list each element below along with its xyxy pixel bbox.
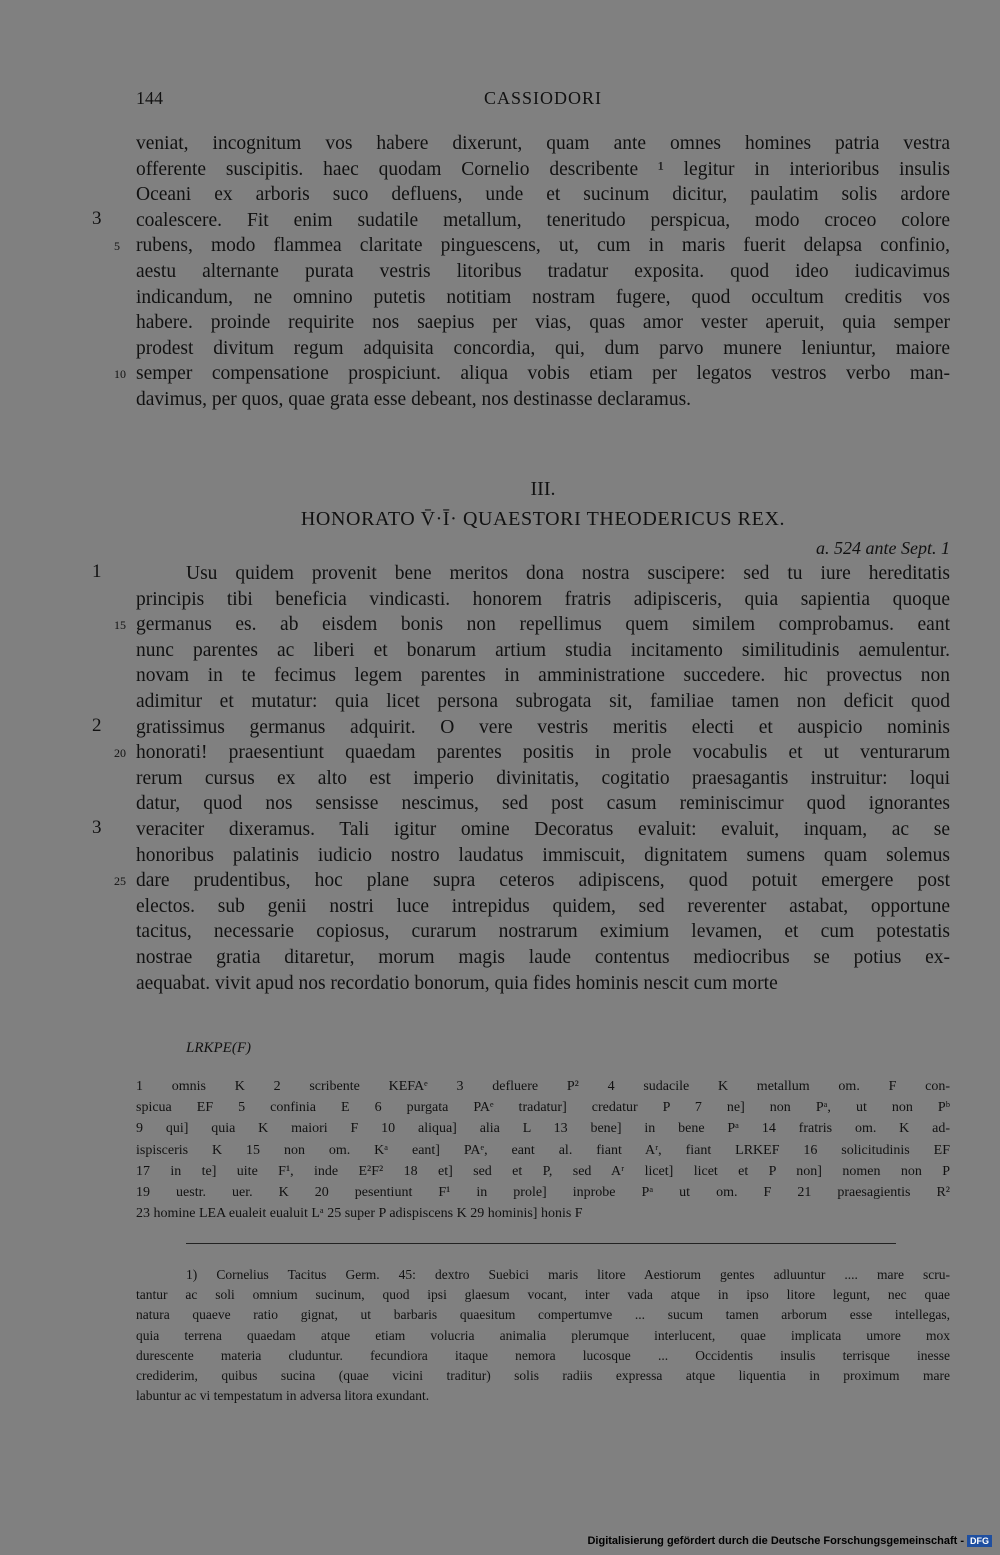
top-text-block — [92, 131, 950, 413]
body-text-block — [92, 561, 950, 996]
footnote-line: labuntur ac vi tempestatum in adversa litora exundant. — [136, 1388, 430, 1404]
text-line: veraciter dixeramus. Tali igitur omine Decoratus evaluit: evaluit, inquam, ac se — [136, 818, 950, 840]
footnote-line: crediderim, quibus sucina (quae vicini traditur) solis radiis expressa atque liquentia in proximum mare — [136, 1367, 950, 1383]
page-number: 144 — [136, 88, 163, 108]
running-title: CASSIODORI — [483, 88, 603, 108]
critical-apparatus — [136, 1076, 950, 1224]
line-number: 10 — [114, 367, 126, 382]
text-line: Oceani ex arboris suco defluens, unde et sucinum dicitur, paulatim solis ardore — [136, 184, 950, 206]
footnote-line: quia terrena quaedam atque etiam volucria animalia plerumque interlucent, quae implicata umore mox — [136, 1327, 950, 1343]
page-header — [136, 88, 950, 114]
apparatus-line: 9 qui] quia K maiori F 10 aliqua] alia L 13 bene] in bene Pᵃ 14 fratris om. K ad- — [136, 1121, 950, 1137]
footnote-line: tantur ac soli omnium sucinum, quod ipsi glaesum vocant, inter vada atque in ipso litore legunt, nec quae — [136, 1287, 950, 1303]
section-marker: 3 — [92, 207, 102, 229]
text-line: datur, quod nos sensisse nescimus, sed post casum reminiscimur quod ignorantes — [136, 793, 950, 815]
text-line: aestu alternante purata vestris litoribus tradatur exposita. quod ideo iudicavimus — [136, 260, 950, 282]
text-line: aequabat. vivit apud nos recordatio bonorum, quia fides hominis nescit cum morte — [136, 972, 778, 994]
footer-text: Digitalisierung gefördert durch die Deutsche Forschungsgemeinschaft - — [587, 1535, 964, 1547]
line-number: 15 — [114, 618, 126, 633]
text-line: gratissimus germanus adquirit. O vere vestris meritis electi et auspicio nominis — [136, 716, 950, 738]
digitization-footer — [587, 1533, 992, 1549]
section-title: HONORATO V̄·Ī· QUAESTORI THEODERICUS REX. — [300, 508, 786, 530]
line-number: 5 — [114, 239, 120, 254]
section-marker: 2 — [92, 714, 102, 736]
apparatus-line: 17 in te] uite F¹, inde E²F² 18 et] sed et P, sed Aʳ licet] licet et P non] nomen non P — [136, 1163, 950, 1179]
dfg-logo: DFG — [967, 1535, 992, 1547]
text-line: germanus es. ab eisdem bonis non repellimus quem similem comprobamus. eant — [136, 614, 950, 636]
text-line: rubens, modo flammea claritate pinguescens, ut, cum in maris fuerit delapsa confinio, — [136, 235, 950, 257]
section-marker: 3 — [92, 817, 102, 838]
text-line: nunc parentes ac liberi et bonarum artium studia incitamento similitudinis aemulentur. — [136, 639, 950, 661]
footnote-rule — [186, 1243, 896, 1244]
text-line: semper compensatione prospiciunt. aliqua vobis etiam per legatos vestros verbo man- — [136, 363, 950, 385]
text-line: electos. sub genii nostri luce intrepidus quidem, sed reverenter astabat, opportune — [136, 895, 950, 917]
text-line: offerente suscipitis. haec quodam Cornelio describente ¹ legitur in interioribus insulis — [136, 158, 950, 180]
text-line: novam in te fecimus legem parentes in amministratione succedere. hic provectus non — [136, 665, 950, 687]
text-line: prodest divitum regum adquisita concordia, qui, dum parvo munere leniuntur, maiore — [136, 337, 950, 359]
text-line: davimus, per quos, quae grata esse debeant, nos destinasse declaramus. — [136, 388, 692, 410]
line-number: 20 — [114, 746, 126, 761]
section-marker: 1 — [92, 561, 102, 582]
apparatus-line: 23 homine LEA eualeit eualuit Lᵃ 25 super P adispiscens K 29 hominis] honis F — [136, 1206, 583, 1222]
text-line: principis tibi beneficia vindicasti. honorem fratris adipisceris, quia sapientia quoque — [136, 588, 950, 610]
section-date: a. 524 ante Sept. 1 — [816, 538, 950, 558]
text-line: habere. proinde requirite nos saepius per vias, quas amor vester aperuit, quia semper — [136, 312, 950, 334]
manuscript-sigla: LRKPE(F) — [186, 1040, 251, 1056]
text-line: adimitur et mutatur: quia licet persona subrogata sit, familiae tamen non deficit quod — [136, 690, 950, 712]
text-line: honorati! praesentiunt quaedam parentes positis in prole vocabulis et ut venturarum — [136, 742, 950, 764]
footnote-line: durescente materia cluduntur. fecundiora itaque nemora lucosque ... Occidentis insulis terrisque inesse — [136, 1347, 950, 1363]
apparatus-line: ispisceris K 15 non om. Kᵃ eant] PAᵉ, eant al. fiant Aʳ, fiant LRKEF 16 solicitudinis EF — [136, 1142, 950, 1158]
footnote-line: 1) Cornelius Tacitus Germ. 45: dextro Suebici maris litore Aestiorum gentes adluuntur .... mare scru- — [186, 1267, 950, 1282]
apparatus-line: 19 uestr. uer. K 20 pesentiunt F¹ in prole] inprobe Pᵃ ut om. F 21 praesagientis R² — [136, 1184, 950, 1200]
footnote-line: natura quaeve ratio gignat, ut barbaris quaesitum compertumve ... sucum tamen arborum esse intellegas, — [136, 1307, 950, 1323]
text-line: nostrae gratia ditaretur, morum magis laude contentus mediocribus se potius ex- — [136, 946, 950, 968]
apparatus-line: spicua EF 5 confinia E 6 purgata PAᵉ tradatur] credatur P 7 ne] non Pᵃ, ut non Pᵇ — [136, 1100, 950, 1116]
text-line: Usu quidem provenit bene meritos dona nostra suscipere: sed tu iure hereditatis — [186, 563, 950, 584]
section-number: III. — [530, 478, 556, 500]
text-line: honoribus palatinis iudicio nostro laudatus immiscuit, dignitatem sumens quam solemus — [136, 844, 950, 866]
text-line: rerum cursus ex alto est imperio divinitatis, cogitatio praesagantis instruitur: loqui — [136, 767, 950, 789]
line-number: 25 — [114, 874, 126, 889]
text-line: coalescere. Fit enim sudatile metallum, teneritudo perspicua, modo croceo colore — [136, 209, 950, 231]
text-line: indicandum, ne omnino putetis notitiam nostram fugere, quod occultum creditis vos — [136, 286, 950, 308]
apparatus-line: 1 omnis K 2 scribente KEFAᵉ 3 defluere P² 4 sudacile K metallum om. F con- — [136, 1079, 950, 1094]
text-line: tacitus, necessarie copiosus, curarum nostrarum eximium levamen, et cum potestatis — [136, 921, 950, 943]
text-line: dare prudentibus, hoc plane supra ceteros adipiscens, quod potuit emergere post — [136, 870, 950, 892]
footnote — [136, 1265, 950, 1406]
text-line: veniat, incognitum vos habere dixerunt, quam ante omnes homines patria vestra — [136, 133, 950, 154]
